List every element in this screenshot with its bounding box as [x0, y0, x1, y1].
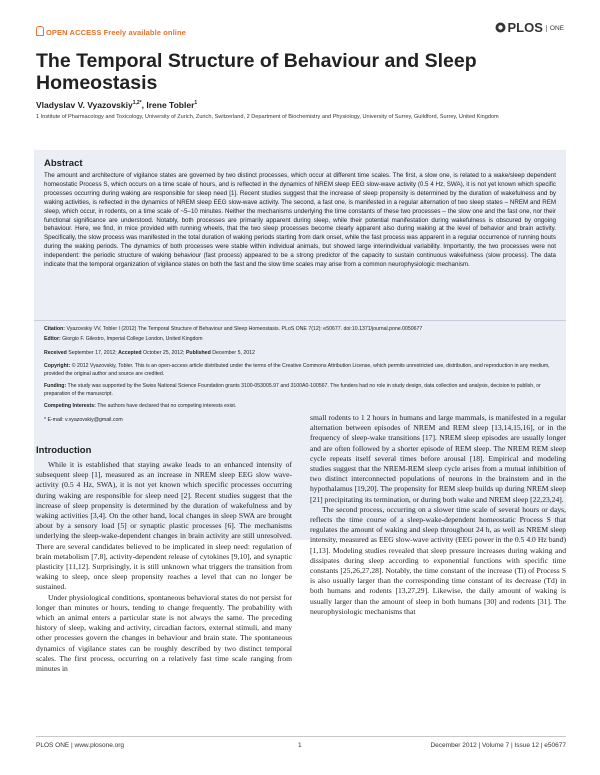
- published-date: December 5, 2012: [212, 350, 255, 356]
- citation-text: Vyazovskiy VV, Tobler I (2012) The Temporal Structure of Behaviour and Sleep Homeostasis. PLoS ONE 7(12): e50677. doi:10.1371/journal.pone.0050677: [66, 326, 423, 332]
- open-access-text: OPEN ACCESS Freely available online: [46, 28, 186, 37]
- body-column-left: [36, 460, 292, 674]
- competing-text: The authors have declared that no competing interests exist.: [97, 403, 237, 409]
- editor-text: Giorgio F. Gilestro, Imperial College London, United Kingdom: [62, 336, 203, 342]
- paragraph: While it is established that staying awake leads to an enhanced intensity of subsequent sleep [1], measured as an increase in NREM sleep EEG slow wave-activity (0.5 4 Hz, SWA), it is not yet known which specific processes occurring during waking are responsible for sleep need [2]. Recent studies suggest that the increase of sleep propensity is determined by the duration of wakefulness and by waking activities [3,4]. On the other hand, local changes in sleep SWA are brought about by a sensory load [5] or synaptic plastic processes [6]. The mechanisms underlying the sleep-wake-dependent changes in brain activity are still unresolved. There are several candidates believed to be implicated in sleep need: regulation of brain metabolism [7,8], activity-dependent release of cytokines [9,10], and synaptic plasticity [11,12]. Surprisingly, it is still unknown what triggers the transition from waking to sleep, once sleep propensity reaches a level that can no longer be sustained.: [36, 460, 292, 592]
- funding-label: Funding:: [44, 383, 67, 389]
- received-label: Received: [44, 350, 67, 356]
- copyright-text: © 2012 Vyazovskiy, Tobler. This is an open-access article distributed under the terms of the Creative Commons Attribution License, which permits unrestricted use, distribution, and reproduction in any medium, provided the original author and source are credited.: [44, 363, 550, 377]
- page-footer: [36, 742, 566, 754]
- funding: [44, 382, 558, 398]
- author-affiliation-marker: 1,2*: [132, 100, 142, 107]
- author-separator: ,: [141, 100, 147, 110]
- abstract-text: The amount and architecture of vigilance states are governed by two distinct processes, which occur at different time scales. The first, a slow one, is related to a wake/sleep dependent homeostatic Process S, which occurs on a time scale of hours, and is reflected in the dynamics of NREM sleep EEG slow-wave activity (0.5 4 Hz, SWA), it is not yet known which specific processes occurring during waking are responsible for sleep need [1]. Recent studies suggest that the increase of sleep propensity is determined by the duration of wakefulness and by waking activities, is reflected in the dynamics of NREM sleep EEG slow-wave activity. The second, a fast one, is manifested in a regular alternation of two sleep states – NREM and REM sleep, which occur, in rodents, on a time scale of ~5–10 minutes. Neither the mechanisms underlying the time constants of these two processes – the slow one and the fast one, nor their functional significance are understood. Notably, both processes are primarily apparent during sleep, while their potential manifestation during wakefulness is obscured by ongoing behaviour. Here, we find, in mice provided with running wheels, that the two sleep processes become clearly apparent also during waking at the level of behavior and brain activity. Specifically, the slow process was manifested in the total duration of waking periods starting from dark onset, while the fast process was apparent in a regular occurrence of running bouts during the waking periods. The dynamics of both processes were stable within individual animals, but showed large interindividual variability. Importantly, the two processes were not independent: the periodic structure of waking behaviour (fast process) appeared to be a strong predictor of the capacity to sustain continuous wakefulness (slow process). The data indicate that the temporal organization of vigilance states on both the fast and the slow time scales may arise from a common neurophysiologic mechanism.: [44, 172, 556, 269]
- page-number: 1: [298, 742, 302, 749]
- open-access-label: [36, 26, 186, 37]
- paragraph: small rodents to 1 2 hours in humans and large mammals, is manifested in a regular alternation between episodes of NREM and REM sleep [13,14,15,16], or in the frequency of sleep-wake transitions [17]. NREM sleep episodes are usually longer and are often followed by a shorter episode of REM sleep. The NREM REM sleep cycle repeats itself several times before arousal [18]. Empirical and modeling studies suggest that the NREM-REM sleep cycle arises from a mutual inhibition of two distinct interconnected populations of neurons in the brainstem and in the hypothalamus [19,20]. The propensity for REM sleep builds up during NREM sleep [21] precipitating its termination, or during both wake and NREM sleep [22,23,24].: [310, 413, 566, 504]
- journal-logo-sub: ONE: [546, 25, 564, 32]
- paragraph: Under physiological conditions, spontaneous behavioral states do not persist for longer than minutes or hours, tending to change frequently. The probability with which an animal enters a particular state is not always the same. The preceding history of sleep, waking and activity, circadian factors, external stimuli, and many other processes govern the changes in behaviour and brain state. The spontaneous dynamics of vigilance states can be roughly described by two distinct temporal scales. The first process, occurring on a relatively fast time scale ranging from minutes in: [36, 592, 292, 674]
- journal-logo-text: PLOS: [507, 20, 543, 35]
- journal-logo: [495, 20, 565, 35]
- abstract-heading: Abstract: [44, 158, 83, 169]
- accepted-date: October 25, 2012;: [142, 350, 185, 356]
- footer-issue: December 2012 | Volume 7 | Issue 12 | e50677: [430, 742, 566, 749]
- editor-label: Editor:: [44, 336, 61, 342]
- citation: [44, 325, 558, 333]
- citation-label: Citation:: [44, 326, 66, 332]
- published-label: Published: [185, 350, 211, 356]
- funding-text: The study was supported by the Swiss National Science Foundation grants 3100-053005.97 and 3100A0-100567. The funders had no role in study design, data collection and analysis, decision to publish, or preparation of the manuscript.: [44, 383, 541, 397]
- page-header: [36, 20, 564, 48]
- received-date: September 17, 2012;: [68, 350, 117, 356]
- accepted-label: Accepted: [118, 350, 142, 356]
- open-lock-icon: [36, 26, 44, 36]
- competing-interests: [44, 402, 558, 410]
- footer-divider: [36, 736, 566, 737]
- copyright: [44, 362, 558, 378]
- paragraph: The second process, occurring on a slower time scale of several hours or days, reflects the time course of a sleep-wake-dependent homeostatic Process S that regulates the amount of waking and sleep throughout 24 h, as well as NREM sleep intensity, measured as EEG slow-wave activity (EEG power in the 0.5 4.0 Hz band) [1,13]. Modeling studies revealed that sleep pressure increases during waking and dissipates during sleep according to exponential functions with specific time constants [25,26,27,28]. Notably, the time constant of the increase (Ti) of Process S is also usually larger than the corresponding time constant of its decrease (Td) in both humans and rodents [13,27,29]. Likewise, the daily amount of waking is usually larger than the amount of sleep in both humans [30] and rodents [31]. The neurophysiologic mechanisms that: [310, 504, 566, 616]
- author-name: Irene Tobler: [146, 100, 195, 110]
- author-list: [36, 100, 197, 110]
- corresponding-email: * E-mail: v.vyazovskiy@gmail.com: [44, 417, 123, 423]
- abstract-divider: [34, 320, 566, 321]
- copyright-label: Copyright:: [44, 363, 71, 369]
- author-name: Vladyslav V. Vyazovskiy: [36, 100, 133, 110]
- competing-label: Competing Interests:: [44, 403, 96, 409]
- affiliations: 1 Institute of Pharmacology and Toxicology, University of Zurich, Zurich, Switzerland, 2 Department of Biochemistry and Physiology, University of Surrey, Guildford, Surrey, United Kingdom: [36, 114, 499, 120]
- article-title: The Temporal Structure of Behaviour and Sleep Homeostasis: [36, 50, 477, 94]
- editor: [44, 335, 558, 343]
- author-affiliation-marker: 1: [194, 100, 198, 107]
- footer-journal: PLOS ONE | www.plosone.org: [36, 742, 125, 749]
- body-column-right: [310, 413, 566, 617]
- section-heading-introduction: Introduction: [36, 445, 92, 456]
- dates: [44, 349, 558, 357]
- plos-logo-icon: [495, 22, 506, 33]
